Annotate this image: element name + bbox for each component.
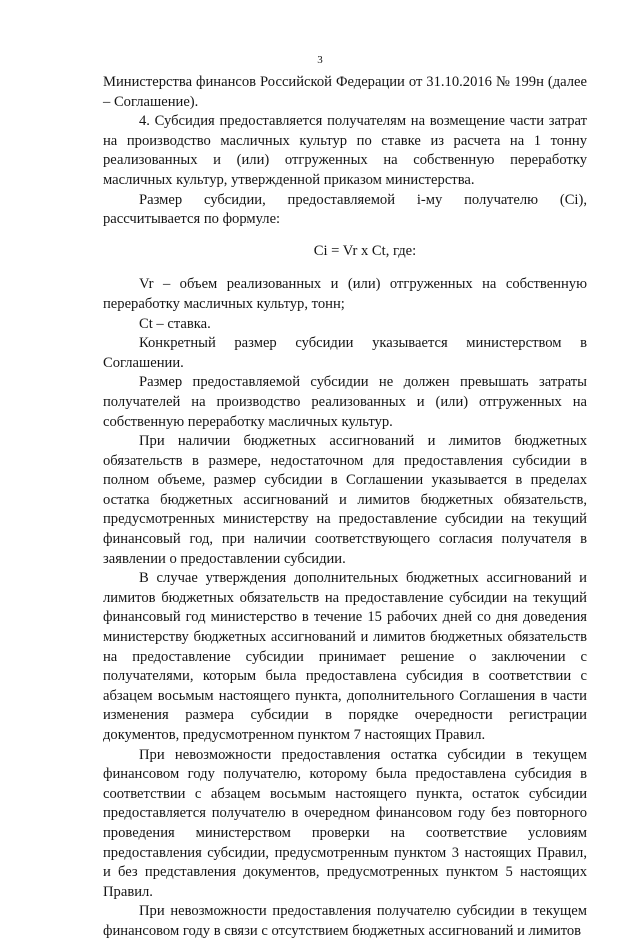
paragraph-vr-definition: Vr – объем реализованных и (или) отгруженных на собственную переработку масличных культур, тонн; xyxy=(103,276,587,312)
document-body xyxy=(103,73,587,942)
paragraph-remaining-subsidy: При невозможности предоставления остатка субсидии в текущем финансовом году получателю, которому была предоставлена субсидия в соответствии с абзацем восьмым настоящего пункта, остаток субсидии предоставляется получателю в очередном финансовом году без повторного проведения министерством проверки на соответствие условиям предоставления субсидии, предусмотренным пунктом 3 настоящих Правил, и без представления документов, предусмотренных пунктом 5 настоящих Правил. xyxy=(103,746,587,900)
paragraph-subsidy-size: Размер субсидии, предоставляемой i-му получателю (Ci), рассчитывается по формуле: xyxy=(103,191,587,228)
paragraph-specific-size: Конкретный размер субсидии указывается министерством в Соглашении. xyxy=(103,335,587,371)
paragraph-continuation: Министерства финансов Российской Федерации от 31.10.2016 № 199н (далее – Соглашение). xyxy=(103,74,587,110)
paragraph-ct-definition: Ct – ставка. xyxy=(139,315,211,332)
formula: Ci = Vr x Ct, где: xyxy=(313,242,417,259)
paragraph-additional-budget: В случае утверждения дополнительных бюджетных ассигнований и лимитов бюджетных обязательств на предоставление субсидии на текущий финансовый год министерство в течение 15 рабочих дней со дня доведения министерству бюджетных ассигнований и лимитов бюджетных обязательств на предоставление субсидии принимает решение о заключении с получателями, которым была предоставлена субсидия в соответствии с абзацем восьмым настоящего пункта, дополнительного Соглашения в части изменения размера субсидии в порядке очередности регистрации документов, предусмотренном пунктом 7 настоящих Правил. xyxy=(103,570,587,743)
paragraph-insufficient-budget: При наличии бюджетных ассигнований и лимитов бюджетных обязательств в размере, недостаточном для предоставления субсидии в полном объеме, размер субсидии в Соглашении указывается в пределах остатка бюджетных ассигнований и лимитов бюджетных обязательств, предусмотренных министерству на предоставление субсидии на текущий финансовый год, при наличии соответствующего согласия получателя в заявлении о предоставлении субсидии. xyxy=(103,433,587,567)
paragraph-impossibility: При невозможности предоставления получателю субсидии в текущем финансовом году в связи с отсутствием бюджетных ассигнований и лимитов xyxy=(103,903,587,939)
paragraph-size-limit: Размер предоставляемой субсидии не должен превышать затраты получателей на производство реализованных и (или) отгруженных на собственную переработку масличных культур. xyxy=(103,374,587,430)
paragraph-item-4: 4. Субсидия предоставляется получателям на возмещение части затрат на производство масличных культур по ставке из расчета на 1 тонну реализованных и (или) отгруженных на собственную переработку масличных культур, утвержденной приказом министерства. xyxy=(103,113,587,188)
page-number: 3 xyxy=(317,54,323,66)
